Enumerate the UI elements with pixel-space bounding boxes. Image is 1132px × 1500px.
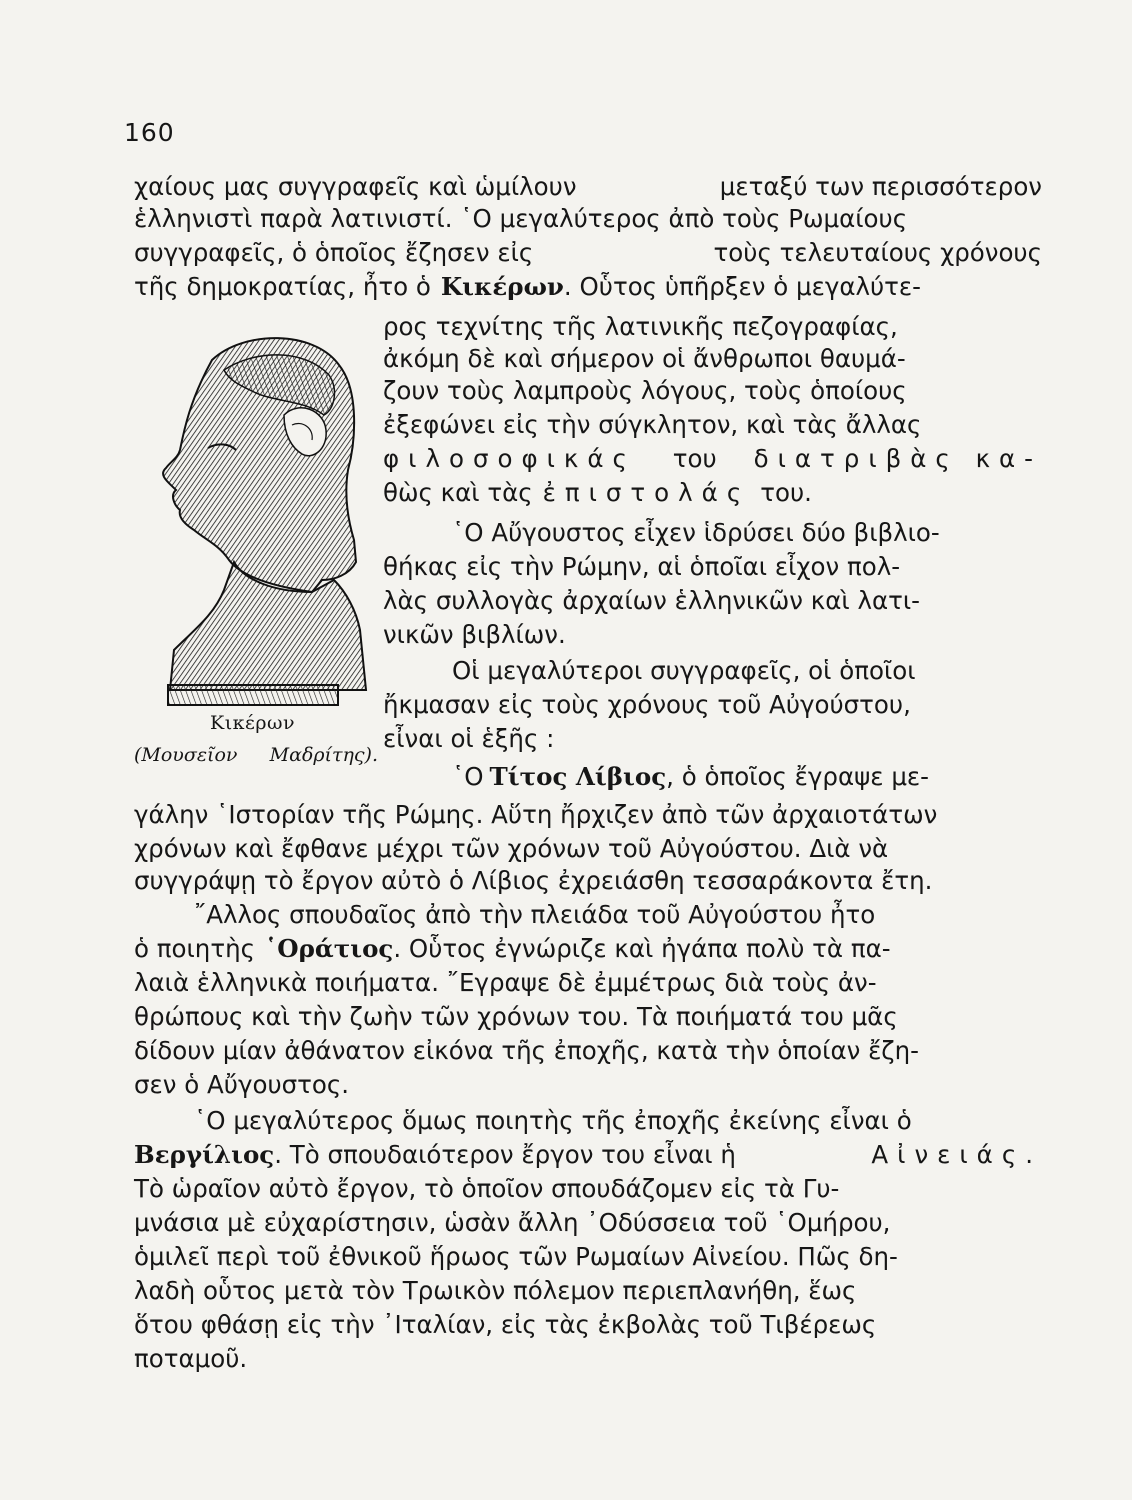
text-line: ἀκόμη δὲ καὶ σήμερον οἱ ἄνθρωποι θαυμά- bbox=[383, 344, 906, 373]
text-line: ῾Ο Τίτος Λίβιος , ὁ ὁποῖος ἔγραψε με- bbox=[452, 762, 929, 791]
page-number: 160 bbox=[124, 118, 175, 147]
text-line: ζουν τοὺς λαμπροὺς λόγους, τοὺς ὁποίους bbox=[383, 376, 907, 405]
text-line: γάλην ῾Ιστορίαν τῆς Ρώμης. Αὕτη ἤρχιζεν ἀπὸ τῶν ἀρχαιοτάτων bbox=[134, 800, 938, 829]
name-livius: Τίτος Λίβιος bbox=[489, 762, 667, 791]
text-line: ῎Αλλος σπουδαῖος ἀπὸ τὴν πλειάδα τοῦ Αὐγούστου ἦτο bbox=[194, 900, 876, 929]
text-line: ἤκμασαν εἰς τοὺς χρόνους τοῦ Αὐγούστου, bbox=[383, 690, 911, 719]
figure-caption-name: Κικέρων bbox=[210, 712, 296, 734]
text-line: ὅτου φθάσῃ εἰς τὴν ᾿Ιταλίαν, εἰς τὰς ἐκβολὰς τοῦ Τιβέρεως bbox=[134, 1310, 877, 1339]
text-line: ῾Ο μεγαλύτερος ὅμως ποιητὴς τῆς ἐποχῆς ἐκείνης εἶναι ὁ bbox=[194, 1106, 912, 1135]
text-line: σεν ὁ Αὔγουστος. bbox=[134, 1070, 350, 1099]
text-line: θήκας εἰς τὴν Ρώμην, αἱ ὁποῖαι εἶχον πολ- bbox=[383, 552, 901, 581]
text-line: χαίους μας συγγραφεῖς καὶ ὡμίλουν μεταξύ των περισσότερον bbox=[134, 172, 1042, 201]
figure-caption-source: (Μουσεῖον Μαδρίτης). bbox=[134, 744, 378, 766]
cicero-bust-illustration bbox=[134, 330, 374, 708]
text-line: λαιὰ ἑλληνικὰ ποιήματα. ῎Εγραψε δὲ ἐμμέτρως διὰ τοὺς ἀν- bbox=[134, 968, 877, 997]
text-line: ὁμιλεῖ περὶ τοῦ ἐθνικοῦ ἥρωος τῶν Ρωμαίων Αἰνείου. Πῶς δη- bbox=[134, 1242, 898, 1271]
text-line: Οἱ μεγαλύτεροι συγγραφεῖς, οἱ ὁποῖοι bbox=[452, 656, 916, 685]
text-line: συγγράψῃ τὸ ἔργον αὐτὸ ὁ Λίβιος ἐχρειάσθη τεσσαράκοντα ἔτη. bbox=[134, 866, 933, 895]
text-line: εἶναι οἱ ἑξῆς : bbox=[383, 724, 555, 753]
text-line: τῆς δημοκρατίας, ἦτο ὁ Κικέρων . Οὗτος ὑπῆρξεν ὁ μεγαλύτε- bbox=[134, 272, 921, 301]
name-vergilius: Βεργίλιος bbox=[134, 1140, 275, 1169]
text-line: λαδὴ οὗτος μετὰ τὸν Τρωικὸν πόλεμον περιεπλανήθη, ἕως bbox=[134, 1276, 857, 1305]
text-line: ρος τεχνίτης τῆς λατινικῆς πεζογραφίας, bbox=[383, 312, 898, 341]
text-line: νικῶν βιβλίων. bbox=[383, 620, 566, 649]
text-line: λὰς συλλογὰς ἀρχαίων ἑλληνικῶν καὶ λατι- bbox=[383, 586, 920, 615]
name-horatius: ῾Οράτιος bbox=[265, 934, 394, 963]
text-line: ἐξεφώνει εἰς τὴν σύγκλητον, καὶ τὰς ἄλλας bbox=[383, 410, 922, 439]
name-cicero: Κικέρων bbox=[440, 272, 564, 301]
text-line: μνάσια μὲ εὐχαρίστησιν, ὡσὰν ἄλλη ᾿Οδύσσεια τοῦ ῾Ομήρου, bbox=[134, 1208, 891, 1237]
text-line: Βεργίλιος. Τὸ σπουδαιότερον ἔργον του εἶναι ἡ Αἰνειάς. bbox=[134, 1140, 1042, 1169]
text-line: Τὸ ὡραῖον αὐτὸ ἔργον, τὸ ὁποῖον σπουδάζομεν εἰς τὰ Γυ- bbox=[134, 1174, 840, 1203]
text-line: θὼς καὶ τὰς ἐπιστολάς του. bbox=[383, 478, 812, 507]
text-line: φιλοσοφικάς του διατριβὰς κα- bbox=[383, 444, 1042, 473]
text-line: ποταμοῦ. bbox=[134, 1344, 248, 1373]
text-line: θρώπους καὶ τὴν ζωὴν τῶν χρόνων του. Τὰ ποιήματά του μᾶς bbox=[134, 1002, 898, 1031]
text-line: χρόνων καὶ ἔφθανε μέχρι τῶν χρόνων τοῦ Αὐγούστου. Διὰ νὰ bbox=[134, 834, 889, 863]
text-line: ἑλληνιστὶ παρὰ λατινιστί. ῾Ο μεγαλύτερος ἀπὸ τοὺς Ρωμαίους bbox=[134, 204, 908, 233]
text-line: δίδουν μίαν ἀθάνατον εἰκόνα τῆς ἐποχῆς, κατὰ τὴν ὁποίαν ἔζη- bbox=[134, 1036, 920, 1065]
text-line: συγγραφεῖς, ὁ ὁποῖος ἔζησεν εἰς τοὺς τελευταίους χρόνους bbox=[134, 238, 1042, 267]
text-line: ῾Ο Αὔγουστος εἶχεν ἱδρύσει δύο βιβλιο- bbox=[452, 518, 940, 547]
text-line: ὁ ποιητὴς ῾Οράτιος . Οὗτος ἐγνώριζε καὶ ἠγάπα πολὺ τὰ πα- bbox=[134, 934, 891, 963]
